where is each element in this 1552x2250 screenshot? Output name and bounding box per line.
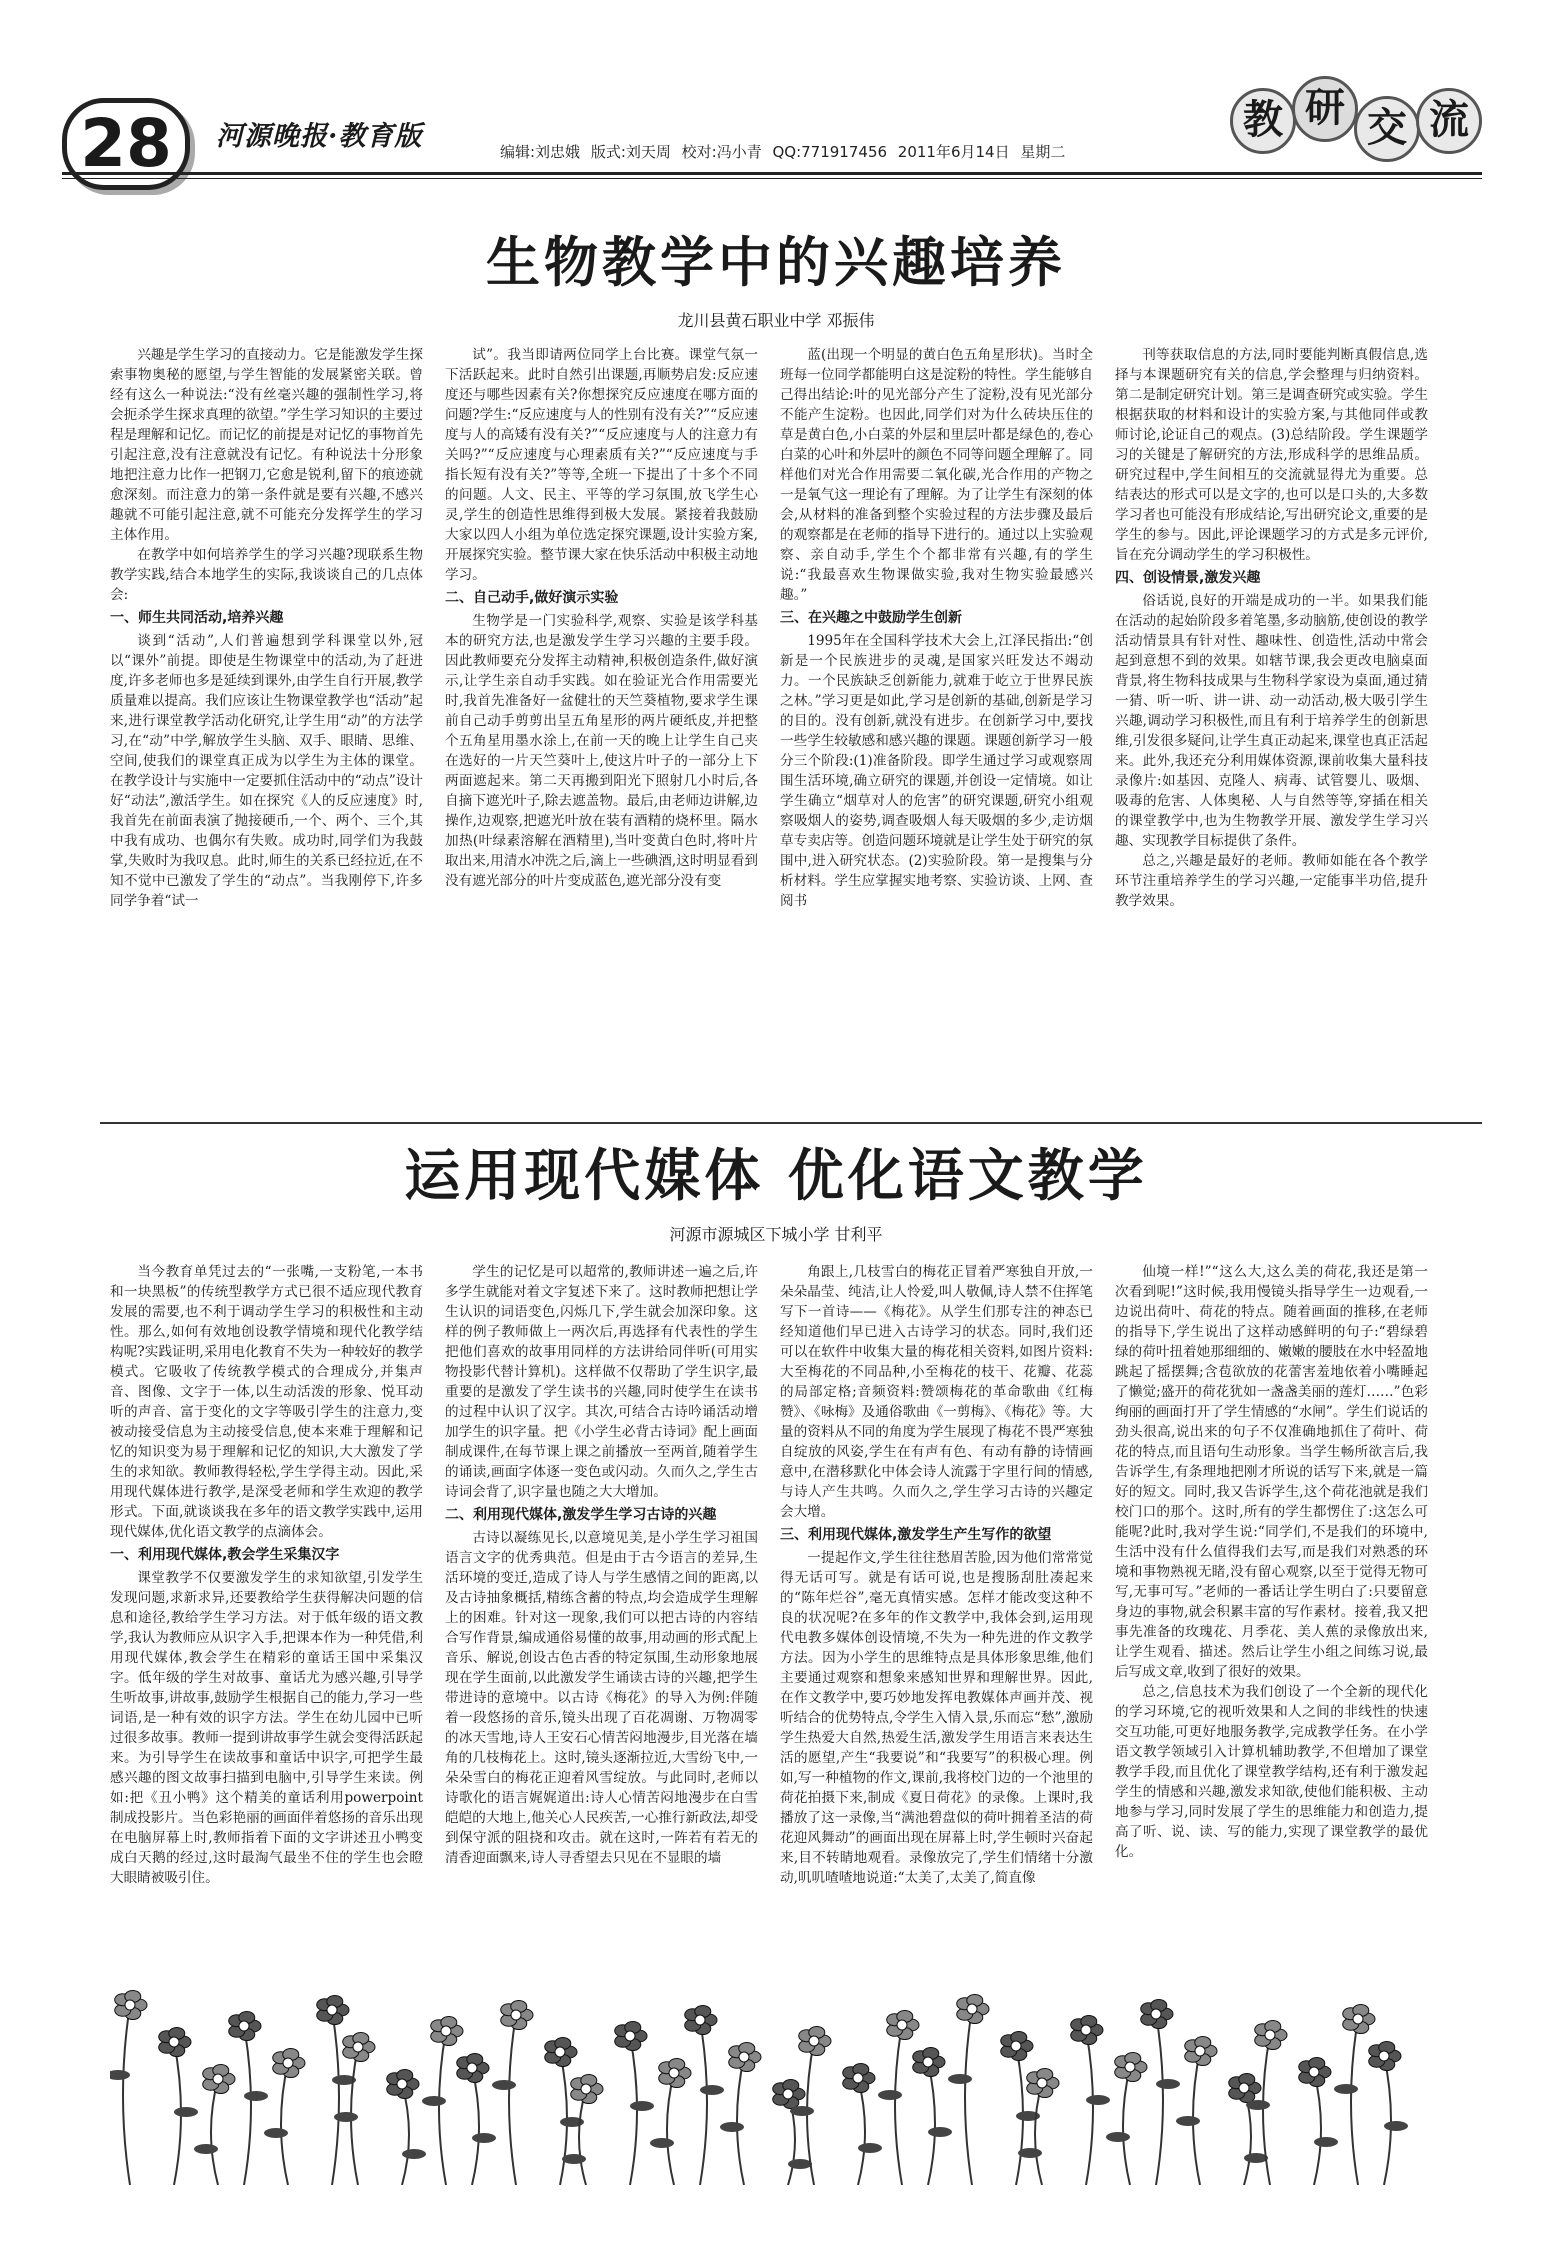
flower-leaf bbox=[264, 2128, 288, 2138]
section-title bbox=[1234, 84, 1482, 162]
paragraph: 总之,兴趣是最好的老师。教师如能在各个教学环节注重培养学生的学习兴趣,一定能事半功倍,提升教学效果。 bbox=[1115, 853, 1428, 909]
flower-leaf bbox=[650, 2138, 674, 2148]
paragraph: 在教学中如何培养学生的学习兴趣?现联系生物教学实践,结合本地学生的实际,我谈谈自己的几点体会: bbox=[110, 547, 423, 603]
flower-leaf bbox=[422, 2096, 446, 2106]
subheading: 四、创设情景,激发兴趣 bbox=[1115, 570, 1261, 586]
paragraph: 古诗以凝练见长,以意境见美,是小学生学习祖国语言文字的优秀典范。但是由于古今语言的差异,生活环境的变迁,造成了诗人与学生感情之间的距离,以及古诗抽象概括,精练含蓄的特点,均会造成学生理解上的困难。针对这一现象,我们可以把古诗的内容结合写作背景,编成通俗易懂的故事,用动画的形式配上音乐、解说,创设古色古香的特定氛围,生动形象地展现在学生面前,以此激发学生诵读古诗的兴趣,把学生带进诗的意境中。以古诗《梅花》的导入为例:伴随着一段悠扬的音乐,镜头出现了百花凋谢、万物凋零的冰天雪地,诗人王安石心情苦闷地漫步,目光落在墙角的几枝梅花上。这时,镜头逐渐拉近,大雪纷飞中,一朵朵雪白的梅花正迎着风雪绽放。与此同时,老师以诗歌化的语言娓娓道出:诗人心情苦闷地漫步在白雪皑皑的大地上,他关心人民疾苦,一心推行新政法,却受到保守派的阻挠和攻击。就在这时,一阵若有若无的清香迎面飘来,诗人寻香望去只见在不显眼的墙 bbox=[445, 1530, 758, 1866]
masthead: 河源晚报·教育版 bbox=[216, 121, 423, 152]
article1-column bbox=[1115, 345, 1428, 1115]
flower-leaf bbox=[878, 2090, 902, 2100]
flower-leaf bbox=[1334, 2084, 1358, 2094]
subheading: 一、利用现代媒体,教会学生采集汉字 bbox=[110, 1547, 340, 1563]
paragraph: 刊等获取信息的方法,同时要能判断真假信息,选择与本课题研究有关的信息,学会整理与归纳资料。第二是制定研究计划。第三是调查研究或实验。学生根据获取的材料和设计的实验方案,与其他同伴或教师讨论,论证自己的观点。(3)总结阶段。学生课题学习的关键是了解研究的方法,形成科学的思维品质。研究过程中,学生间相互的交流就显得尤为重要。总结表达的形式可以是文字的,也可以是口头的,大多数学习者也可能没有形成结论,写出研究论文,重要的是学生的参与。因此,评论课题学习的方式是多元评价,旨在充分调动学生的学习积极性。 bbox=[1115, 347, 1428, 563]
flower-leaf bbox=[472, 2133, 496, 2143]
section-char: 流 bbox=[1416, 88, 1482, 154]
flower-leaf bbox=[334, 2112, 358, 2122]
article1-byline: 龙川县黄石职业中学 邓振伟 bbox=[677, 311, 875, 330]
flower-leaf bbox=[1246, 2100, 1270, 2110]
article2-column bbox=[445, 1262, 758, 1962]
paragraph: 总之,信息技术为我们创设了一个全新的现代化的学习环境,它的视听效果和人之间的非线性的快速交互功能,可更好地服务教学,完成教学任务。在小学语文教学领域引入计算机辅助教学,不但增加了课堂教学手段,而且优化了课堂教学结构,还有利于激发起学生的情感和兴趣,激发求知欲,使他们能积极、主动地参与学习,同时发展了学生的思维能力和创造力,提高了听、说、读、写的能力,实现了课堂教学的最优化。 bbox=[1115, 1684, 1428, 1860]
flower-leaf bbox=[630, 2101, 654, 2111]
flower-leaf bbox=[402, 2149, 426, 2159]
paragraph: 试”。我当即请两位同学上台比赛。课堂气氛一下活跃起来。此时自然引出课题,再顺势启发:反应速度还与哪些因素有关?你想探究反应速度在哪方面的问题?学生:“反应速度与人的性别有没有关?”“反应速度与人的高矮有没有关?”“反应速度与人的注意力有关吗?”“反应速度与心理素质有关?”“反应速度与手指长短有没有关?”等等,全班一下提出了十多个不同的问题。人文、民主、平等的学习氛围,放飞学生心灵,学生的创造性思维得到极大发展。紧接着我鼓励大家以四人小组为单位选定探究课题,设计实验方案,开展探究实验。整节课大家在快乐活动中积极主动地学习。 bbox=[445, 347, 758, 583]
subheading: 三、利用现代媒体,激发学生产生写作的欲望 bbox=[780, 1527, 1052, 1543]
article2-body bbox=[110, 1262, 1428, 1962]
flower-leaf bbox=[174, 2107, 198, 2117]
flower-leaf bbox=[1244, 2153, 1268, 2163]
article1-column bbox=[780, 345, 1093, 1115]
flower-leaf bbox=[1384, 2121, 1408, 2131]
article2-column bbox=[780, 1262, 1093, 1962]
flower-leaf bbox=[492, 2080, 516, 2090]
flower-leaf bbox=[1106, 2132, 1130, 2142]
paragraph: 学生的记忆是可以超常的,教师讲述一遍之后,许多学生就能对着文字复述下来了。这时教师把想让学生认识的词语变色,闪烁几下,学生就会加深印象。这样的例子教师做上一两次后,再选择有代表性的学生把他们喜欢的故事用同样的方法讲给同伴听(可用实物投影代替计算机)。这样做不仅帮助了学生识字,最重要的是激发了学生读书的兴趣,同时使学生在读书的过程中认识了汉字。其次,可结合古诗吟诵活动增加学生的识字量。把《小学生必背古诗词》配上画面制成课件,在每节课上课之前播放一至两首,随着学生的诵读,画面字体逐一变色或闪动。久而久之,学生古诗词会背了,识字量也随之大大增加。 bbox=[445, 1264, 758, 1500]
paragraph: 谈到“活动”,人们普遍想到学科课堂以外,冠以“课外”前提。即使是生物课堂中的活动,为了赶进度,许多老师也多是延续到课外,由学生自行开展,教学质量难以提高。我们应该让生物课堂教学也“活动”起来,进行课堂教学活动化研究,让学生用“动”的方法学习,在“动”中学,解放学生头脑、双手、眼睛、思维、空间,使我们的课堂真正成为以学生为主体的课堂。在教学设计与实施中一定要抓住活动中的“动点”设计好“动法”,激活学生。如在探究《人的反应速度》时,我首先在前面表演了抛接硬币,一个、两个、三个,其中我有成功、也偶尔有失败。成功时,同学们为我鼓掌,失败时为我叹息。此时,师生的关系已经拉近,在不知不觉中已激发了学生的“动点”。当我刚停下,许多同学争着“试一 bbox=[110, 633, 423, 909]
article1-headline: 生物教学中的兴趣培养 bbox=[486, 231, 1066, 294]
flower-leaf bbox=[720, 2122, 744, 2132]
flower-leaf bbox=[1156, 2079, 1180, 2089]
section-char: 研 bbox=[1292, 76, 1358, 142]
flower-leaf bbox=[788, 2159, 812, 2169]
paragraph: 当今教育单凭过去的“一张嘴,一支粉笔,一本书和一块黑板”的传统型教学方式已很不适应现代教育发展的需要,也不利于调动学生学习的积极性和主动性。那么,如何有效地创设教学情境和现代化教学结构呢?实践证明,采用电化教育不失为一种较好的教学模式。它吸收了传统教学模式的合理成分,并集声音、图像、文字于一体,以生动活泼的形象、悦耳动听的声音、富于变化的文字等吸引学生的注意力,变被动接受信息为主动接受信息,使本来难于理解和记忆的知识变为易于理解和记忆的知识,大大激发了学生的求知欲。教师教得轻松,学生学得主动。因此,采用现代媒体进行教学,是深受老师和学生欢迎的教学形式。下面,就谈谈我在多年的语文教学实践中,运用现代媒体,优化语文教学的点滴体会。 bbox=[110, 1264, 423, 1540]
article2-column bbox=[110, 1262, 423, 1962]
article1-column bbox=[445, 345, 758, 1115]
paragraph: 兴趣是学生学习的直接动力。它是能激发学生探索事物奥秘的愿望,与学生智能的发展紧密关联。曾经有这么一种说法:“没有丝毫兴趣的强制性学习,将会扼杀学生探求真理的欲望。”学生学习知识的主要过程是理解和记忆。而记忆的前提是对记忆的事物首先引起注意,没有注意就没有记忆。有种说法十分形象地把注意力比作一把钢刀,它愈是锐利,留下的痕迹就愈深刻。而注意力的第一条件就是要有兴趣,不感兴趣就不可能引起注意,就不可能充分发挥学生的学习主体作用。 bbox=[110, 347, 423, 543]
flower-leaf bbox=[928, 2127, 952, 2137]
paragraph: 角跟上,几枝雪白的梅花正冒着严寒独自开放,一朵朵晶莹、纯洁,让人怜爱,叫人敬佩,诗人禁不住挥笔写下一首诗——《梅花》。从学生们那专注的神态已经知道他们早已进入古诗学习的状态。同时,我们还可以在软件中收集大量的梅花相关资料,如图片资料:大至梅花的不同品种,小至梅花的枝干、花瓣、花蕊的局部定格;音频资料:赞颂梅花的革命歌曲《红梅赞》、《咏梅》及通俗歌曲《一剪梅》、《梅花》等。大量的资料从不同的角度为学生展现了梅花不畏严寒独自绽放的风姿,学生在有声有色、有动有静的诗情画意中,在潜移默化中体会诗人流露于字里行间的情感,与诗人产生共鸣。久而久之,学生学习古诗的兴趣定会大增。 bbox=[780, 1264, 1093, 1520]
paragraph: 仙境一样!”“这么大,这么美的荷花,我还是第一次看到呢!”这时候,我用慢镜头指导学生一边观看,一边说出荷叶、荷花的特点。随着画面的推移,在老师的指导下,学生说出了这样动感鲜明的句子:“碧绿碧绿的荷叶扭着她那细细的、嫩嫩的腰肢在水中轻盈地跳起了摇摆舞;含苞欲放的花蕾害羞地依着小嘴睡起了懒觉;盛开的荷花犹如一盏盏美丽的莲灯……”色彩绚丽的画面打开了学生情感的“水闸”。学生们说话的劲头很高,说出来的句子不仅准确地抓住了荷叶、荷花的特点,而且语句生动形象。当学生畅所欲言后,我告诉学生,有条理地把刚才所说的话写下来,就是一篇好的短文。同时,我又告诉学生,这个荷花池就是我们校门口的那个。这时,所有的学生都愣住了:这怎么可能呢?此时,我对学生说:“同学们,不是我们的环境中,生活中没有什么值得我们去写,而是我们对熟悉的环境和事物熟视无睹,没有留心观察,以至于觉得无物可写,无事可写。”老师的一番话让学生明白了:只要留意身边的事物,就会积累丰富的写作素材。接着,我又把事先准备的玫瑰花、月季花、美人蕉的录像放出来,让学生观看、描述。然后让学生小组之间练习说,最后写成文章,收到了很好的效果。 bbox=[1115, 1264, 1428, 1680]
article1-column bbox=[110, 345, 423, 1115]
subheading: 二、自己动手,做好演示实验 bbox=[445, 590, 619, 606]
article2-byline: 河源市源城区下城小学 甘利平 bbox=[669, 1225, 883, 1244]
flower-illustration bbox=[110, 1965, 1440, 2185]
flower-leaf bbox=[948, 2074, 972, 2084]
subheading: 二、利用现代媒体,激发学生学习古诗的兴趣 bbox=[445, 1507, 717, 1523]
subheading: 三、在兴趣之中鼓励学生创新 bbox=[780, 610, 962, 626]
paragraph: 蓝(出现一个明显的黄白色五角星形状)。当时全班每一位同学都能明白这是淀粉的特性。学生能够自己得出结论:叶的见光部分产生了淀粉,没有见光部分不能产生淀粉。也因此,同学们对为什么砖块压住的草是黄白色,小白菜的外层和里层叶都是绿色的,卷心白菜的心叶和外层叶的颜色不同等问题全理解了。同样他们对光合作用需要二氧化碳,光合作用的产物之一是氧气这一理论有了理解。为了让学生有深刻的体会,从材料的准备到整个实验过程的方法步骤及最后的观察都是在老师的指导下进行的。通过以上实验观察、亲自动手,学生个个都非常有兴趣,有的学生说:“我最喜欢生物课做实验,我对生物实验最感兴趣。” bbox=[780, 347, 1093, 603]
flower-leaf bbox=[700, 2085, 724, 2095]
paragraph: 生物学是一门实验科学,观察、实验是该学科基本的研究方法,也是激发学生学习兴趣的主要手段。因此教师要充分发挥主动精神,积极创造条件,做好演示,让学生亲自动手实践。如在验证光合作用需要光时,我首先准备好一盆健壮的天竺葵植物,要求学生课前自己动手剪剪出呈五角星形的两片硬纸皮,并把整个五角星用墨水涂上,在前一天的晚上让学生自己夹在选好的一片天竺葵叶上,使这片叶子的一部分上下两面遮起来。第二天再搬到阳光下照射几小时后,各自摘下遮光叶子,除去遮盖物。最后,由老师边讲解,边操作,边观察,把遮光叶放在装有酒精的烧杯里。隔水加热(叶绿素溶解在酒精里),当叶变黄白色时,将叶片取出来,用清水冲洗之后,滴上一些碘酒,这时明显看到没有遮光部分的叶片变成蓝色,遮光部分没有变 bbox=[445, 613, 758, 889]
flower-leaf bbox=[790, 2106, 814, 2116]
flower-leaf bbox=[194, 2144, 218, 2154]
section-char: 教 bbox=[1230, 88, 1296, 154]
header-rule bbox=[62, 172, 1482, 175]
article-divider bbox=[100, 1122, 1482, 1124]
flower-leaf bbox=[1314, 2137, 1338, 2147]
page-number: 28 bbox=[62, 98, 190, 190]
paragraph: 一提起作文,学生往往愁眉苦脸,因为他们常常觉得无话可写。就是有话可说,也是搜肠刮肚凑起来的“陈年烂谷”,毫无真情实感。怎样才能改变这种不良的状况呢?在多年的作文教学中,我体会到,运用现代电教多媒体创设情境,不失为一种先进的作文教学方法。因为小学生的思维特点是具体形象思维,他们主要通过观察和想象来感知世界和理解世界。因此,在作文教学中,要巧妙地发挥电教媒体声画并茂、视听结合的优势特点,令学生入情入景,乐而忘“愁”,激励学生热爱大自然,热爱生活,激发学生用语言来表达生活的愿望,产生“我要说”和“我要写”的积极心理。例如,写一种植物的作文,课前,我将校门边的一个池里的荷花拍摄下来,制成《夏日荷花》的录像。上课时,我播放了这一录像,当“满池碧盘似的荷叶拥着圣洁的荷花迎风舞动”的画面出现在屏幕上时,学生顿时兴奋起来,目不转睛地观看。录像放完了,学生们情绪十分激动,叽叽喳喳地说道:“太美了,太美了,简直像 bbox=[780, 1550, 1093, 1886]
flower-leaf bbox=[1086, 2095, 1110, 2105]
article2-headline: 运用现代媒体 优化语文教学 bbox=[404, 1144, 1148, 1209]
subheading: 一、师生共同活动,培养兴趣 bbox=[110, 610, 284, 626]
article2-column bbox=[1115, 1262, 1428, 1962]
paragraph: 俗话说,良好的开端是成功的一半。如果我们能在活动的起始阶段多着笔墨,多动脑筋,使创设的教学活动情景具有针对性、趣味性、创造性,活动中常会起到意想不到的效果。如辖节课,我会更改电脑桌面背景,将生物科技成果与生物科学家设为桌面,通过猜一猜、听一听、讲一讲、动一动活动,极大吸引学生兴趣,调动学习积极性,而且有利于培养学生的创新思维,引发很多疑问,让学生真正动起来,课堂也真正活起来。此外,我还充分利用媒体资源,课前收集大量科技录像片:如基因、克隆人、病毒、试管婴儿、吸烟、吸毒的危害、人体奥秘、人与自然等等,穿插在相关的课堂教学中,也为生物教学开展、激发学生学习兴趣、实现教学目标提供了条件。 bbox=[1115, 593, 1428, 849]
flower-leaf bbox=[1176, 2116, 1200, 2126]
flower-leaf bbox=[1018, 2148, 1042, 2158]
flower-leaf bbox=[244, 2091, 268, 2101]
paragraph: 1995年在全国科学技术大会上,江泽民指出:“创新是一个民族进步的灵魂,是国家兴旺发达不竭动力。一个民族缺乏创新能力,就难于屹立于世界民族之林。”学习更是如此,学习是创新的基础,创新是学习的目的。没有创新,就没有进步。在创新学习中,要找一些学生较敏感和感兴趣的课题。课题创新学习一般分三个阶段:(1)准备阶段。即学生通过学习或观察周围生活环境,确立研究的课题,并创设一定情境。如让学生确立“烟草对人的危害”的研究课题,研究小组观察吸烟人的姿势,调查吸烟人每天吸烟的多少,走访烟草专卖店等。创造问题环境就是让学生处于研究的氛围中,进入研究状态。(2)实验阶段。第一是搜集与分析材料。学生应掌握实地考察、实验访谈、上网、查阅书 bbox=[780, 633, 1093, 909]
flower-leaf bbox=[858, 2143, 882, 2153]
section-char: 交 bbox=[1354, 96, 1420, 162]
paragraph: 课堂教学不仅要激发学生的求知欲望,引发学生发现问题,求新求异,还要教给学生获得解决问题的信息和途径,教给学生学习方法。对于低年级的语文教学,我认为教师应从识字入手,把课本作为一种凭借,利用现代媒体,教会学生在精彩的童话王国中采集汉字。低年级的学生对故事、童话尤为感兴趣,引导学生听故事,讲故事,鼓励学生根据自己的能力,学习一些词语,是一种有效的识字方法。学生在幼儿园中已听过很多故事。教师一提到讲故事学生就会变得活跃起来。为引导学生在读故事和童话中识字,可把学生最感兴趣的图文故事扫描到电脑中,引导学生来读。例如:把《丑小鸭》这个精美的童话利用powerpoint制成投影片。当色彩艳丽的画面伴着悠扬的音乐出现在电脑屏幕上时,教师指着下面的文字讲述丑小鸭变成白天鹅的经过,这时最淘气最坐不住的学生也会瞪大眼睛被吸引住。 bbox=[110, 1570, 423, 1886]
article1-body bbox=[110, 345, 1428, 1115]
header-rule-thin bbox=[62, 178, 1482, 179]
edition-meta: 编辑:刘忠娥 版式:刘天周 校对:冯小青 QQ:771917456 2011年6月14日 星期二 bbox=[500, 143, 1066, 161]
flower-leaf bbox=[562, 2154, 586, 2164]
